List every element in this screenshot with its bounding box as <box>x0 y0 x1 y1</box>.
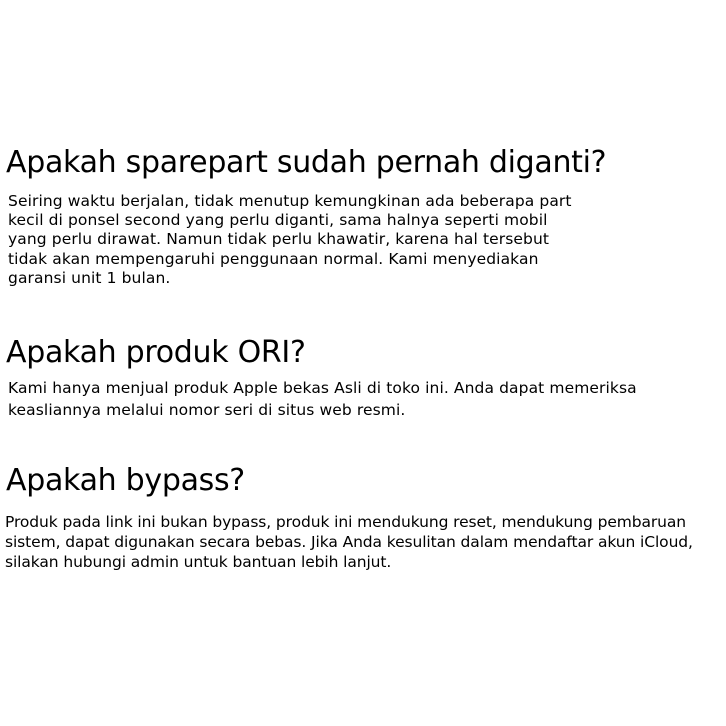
answer-line: sistem, dapat digunakan secara bebas. Jika Anda kesulitan dalam mendaftar akun iCloud, <box>5 533 693 551</box>
faq-question-ori: Apakah produk ORI? <box>6 335 306 370</box>
answer-line: tidak akan mempengaruhi penggunaan normal. Kami menyediakan <box>8 249 539 268</box>
answer-line: yang perlu dirawat. Namun tidak perlu khawatir, karena hal tersebut <box>8 230 550 249</box>
answer-line: Produk pada link ini bukan bypass, produk ini mendukung reset, mendukung pembaruan <box>5 513 687 531</box>
faq-answer-sparepart <box>8 192 572 288</box>
answer-line: kecil di ponsel second yang perlu diganti, sama halnya seperti mobil <box>8 211 548 230</box>
faq-answer-ori <box>8 377 637 421</box>
answer-line: keasliannya melalui nomor seri di situs web resmi. <box>8 401 406 419</box>
answer-line: Seiring waktu berjalan, tidak menutup kemungkinan ada beberapa part <box>8 192 572 210</box>
faq-question-sparepart: Apakah sparepart sudah pernah diganti? <box>6 145 607 180</box>
answer-line: garansi unit 1 bulan. <box>8 268 171 287</box>
faq-question-bypass: Apakah bypass? <box>6 463 245 498</box>
faq-answer-bypass <box>5 512 693 572</box>
answer-line: silakan hubungi admin untuk bantuan lebih lanjut. <box>5 553 392 571</box>
answer-line: Kami hanya menjual produk Apple bekas Asli di toko ini. Anda dapat memeriksa <box>8 379 637 397</box>
